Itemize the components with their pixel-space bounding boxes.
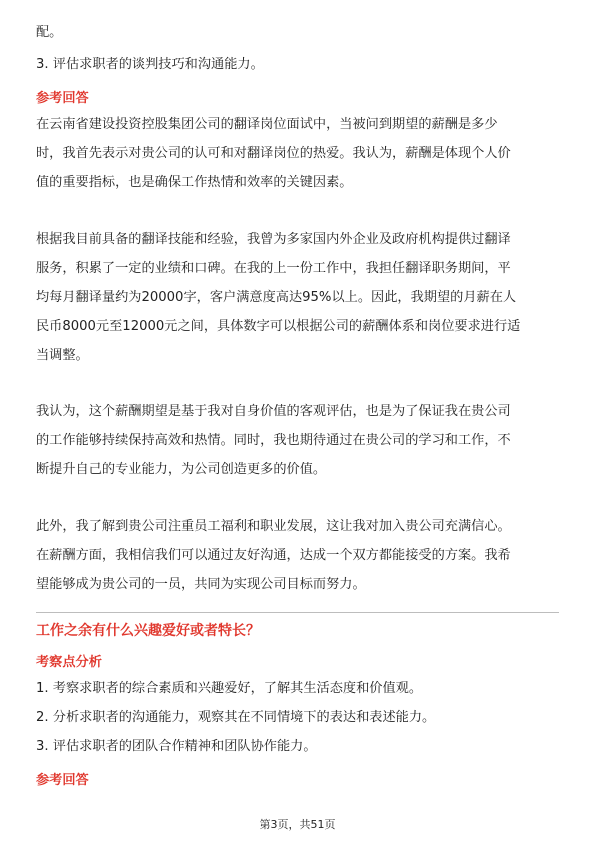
answer-p3-line: 我认为，这个薪酬期望是基于我对自身价值的客观评估，也是为了保证我在贵公司 xyxy=(36,404,511,419)
answer-p2-line: 民币8000元至12000元之间，具体数字可以根据公司的薪酬体系和岗位要求进行适 xyxy=(36,319,521,334)
answer-p2-line: 服务，积累了一定的业绩和口碑。在我的上一份工作中，我担任翻译职务期间，平 xyxy=(36,261,511,276)
reference-answer-heading: 参考回答 xyxy=(36,91,89,106)
answer-p2-line: 当调整。 xyxy=(36,348,89,363)
answer-p4-line: 望能够成为贵公司的一员，共同为实现公司目标而努力。 xyxy=(36,577,366,592)
answer-p4-line: 在薪酬方面，我相信我们可以通过友好沟通，达成一个双方都能接受的方案。我希 xyxy=(36,548,511,563)
answer-p2-line: 根据我目前具备的翻译技能和经验，我曾为多家国内外企业及政府机构提供过翻译 xyxy=(36,232,511,247)
list-item: 3. 评估求职者的团队合作精神和团队协作能力。 xyxy=(36,739,317,754)
analysis-heading: 考察点分析 xyxy=(36,655,102,670)
answer-p1-line: 时，我首先表示对贵公司的认可和对翻译岗位的热爱。我认为，薪酬是体现个人价 xyxy=(36,146,511,161)
answer-p1-line: 值的重要指标，也是确保工作热情和效率的关键因素。 xyxy=(36,175,353,190)
question-title: 工作之余有什么兴趣爱好或者特长？ xyxy=(36,623,260,639)
answer-p1-line: 在云南省建设投资控股集团公司的翻译岗位面试中，当被问到期望的薪酬是多少 xyxy=(36,117,498,132)
text-line: 配。 xyxy=(36,25,63,40)
answer-p3-line: 断提升自己的专业能力，为公司创造更多的价值。 xyxy=(36,462,327,477)
answer-p2-line: 均每月翻译量约为20000字，客户满意度高达95%以上。因此，我期望的月薪在人 xyxy=(36,290,517,305)
answer-p4-line: 此外，我了解到贵公司注重员工福利和职业发展，这让我对加入贵公司充满信心。 xyxy=(36,519,511,534)
list-item: 2. 分析求职者的沟通能力，观察其在不同情境下的表达和表述能力。 xyxy=(36,710,436,725)
section-divider xyxy=(36,612,559,613)
list-item: 1. 考察求职者的综合素质和兴趣爱好，了解其生活态度和价值观。 xyxy=(36,681,423,696)
answer-p3-line: 的工作能够持续保持高效和热情。同时，我也期待通过在贵公司的学习和工作，不 xyxy=(36,433,511,448)
list-item: 3. 评估求职者的谈判技巧和沟通能力。 xyxy=(36,57,264,72)
page-footer: 第3页，共51页 xyxy=(259,818,336,831)
reference-answer-heading: 参考回答 xyxy=(36,773,89,788)
